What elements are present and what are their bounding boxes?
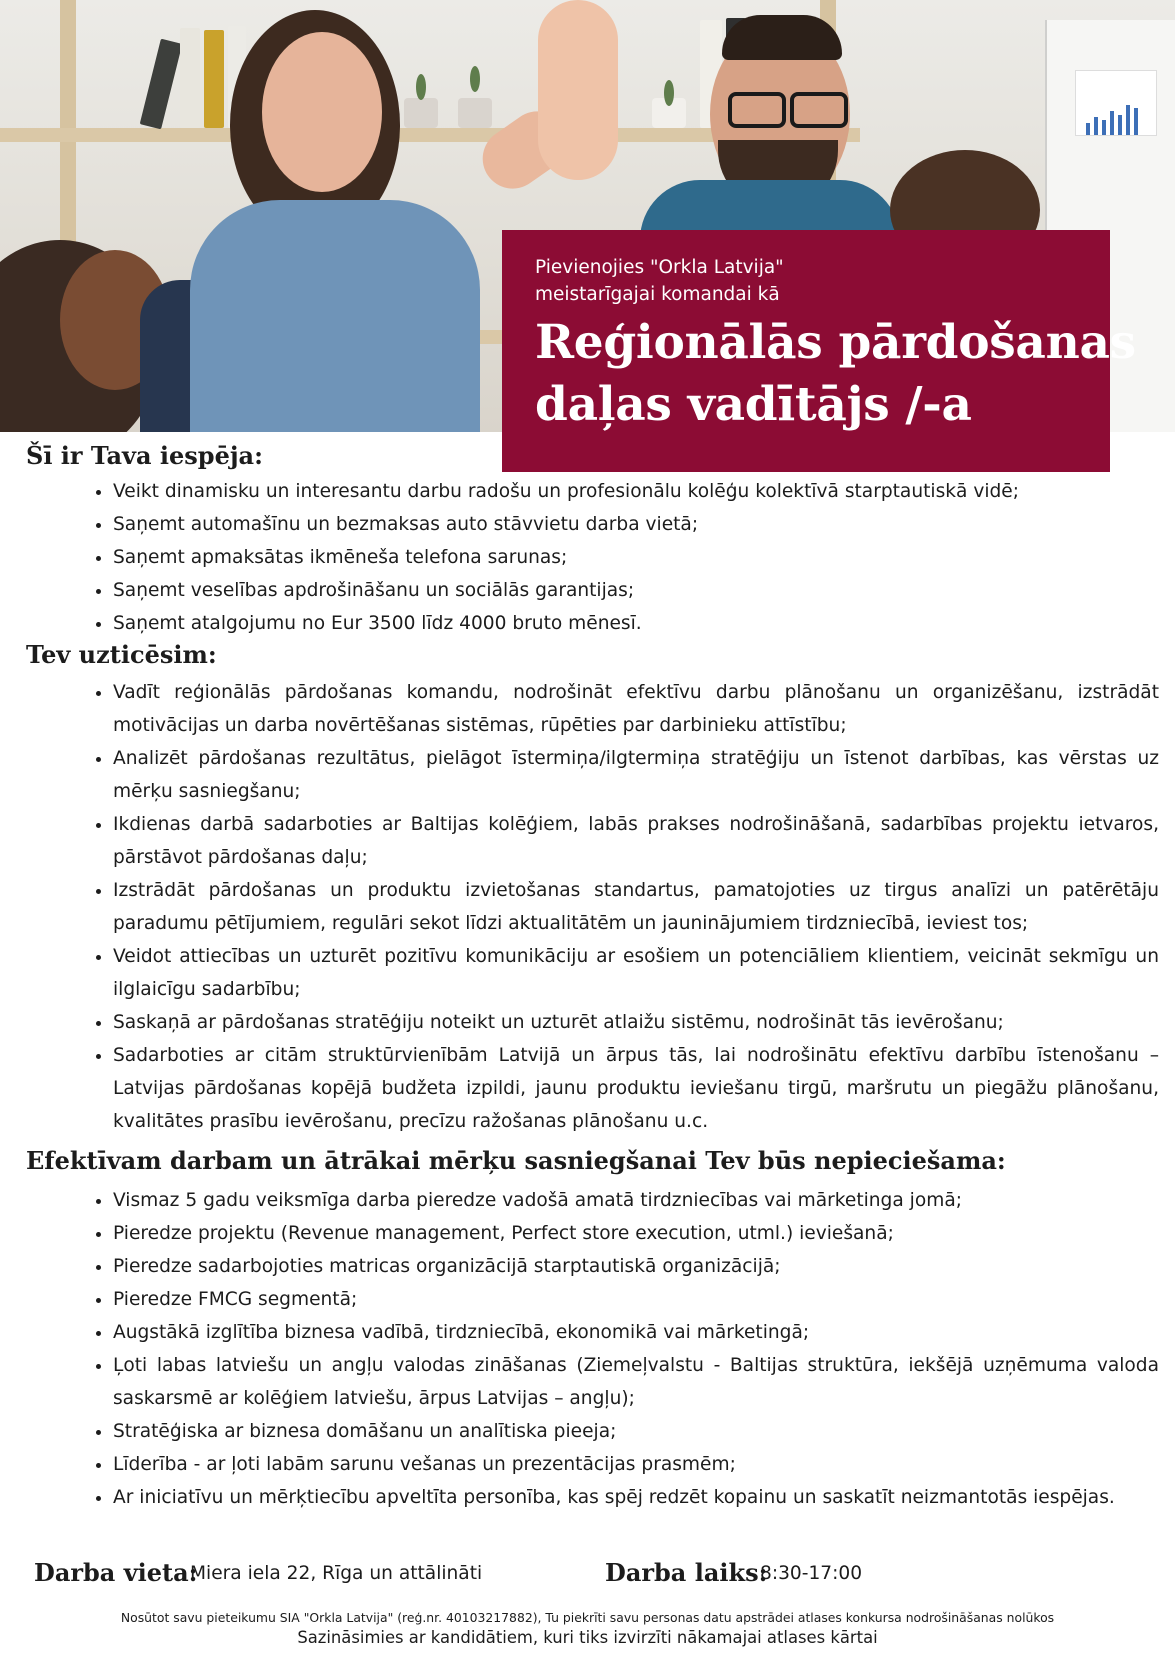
list-item: • Saņemt veselības apdrošināšanu un sociālās garantijas;: [113, 574, 1159, 607]
job-title: [535, 312, 1136, 436]
list-item: • Augstākā izglītība biznesa vadībā, tirdzniecībā, ekonomikā vai mārketingā;: [113, 1316, 1159, 1349]
glasses: [728, 92, 786, 128]
list-item: • Veidot attiecības un uzturēt pozitīvu komunikāciju ar esošiem un potenciāliem klientiem, veicināt sekmīgu un ilglaicīgu sadarbību;: [113, 940, 1159, 1006]
person-hair: [722, 15, 842, 60]
list-item: • Pieredze sadarbojoties matricas organizācijā starptautiskā organizācijā;: [113, 1250, 1159, 1283]
plant-leaf: [664, 80, 674, 106]
list-item: • Saņemt apmaksātas ikmēneša telefona sarunas;: [113, 541, 1159, 574]
plant-pot: [404, 98, 438, 128]
list-item: • Stratēģiska ar biznesa domāšanu un analītiska pieeja;: [113, 1415, 1159, 1448]
list-item: • Saskaņā ar pārdošanas stratēģiju noteikt un uzturēt atlaižu sistēmu, nodrošināt tās ievērošanu;: [113, 1006, 1159, 1039]
book: [204, 30, 224, 128]
banner-intro-line: meistarīgajai komandai kā: [535, 284, 780, 305]
list-item: • Veikt dinamisku un interesantu darbu radošu un profesionālu kolēģu kolektīvā starptautiskā vidē;: [113, 475, 1159, 508]
list-item: • Saņemt automašīnu un bezmaksas auto stāvvietu darba vietā;: [113, 508, 1159, 541]
hours-value: 8:30-17:00: [760, 1563, 863, 1584]
list-item: • Saņemt atalgojumu no Eur 3500 līdz 4000 bruto mēnesī.: [113, 607, 1159, 640]
high-five-hands: [538, 0, 618, 180]
list-item: • Ļoti labas latviešu un angļu valodas zināšanas (Ziemeļvalstu - Baltijas struktūra, iekšējā uzņēmuma valoda saskarsmē ar kolēģiem latviešu, ārpus Latvijas – angļu);: [113, 1349, 1159, 1415]
contact-note: Sazināsimies ar kandidātiem, kuri tiks izvirzīti nākamajai atlases kārtai: [297, 1628, 878, 1647]
section-heading-duties: Tev uzticēsim:: [26, 640, 217, 669]
list-item: • Ikdienas darbā sadarboties ar Baltijas kolēģiem, labās prakses nodrošināšanā, sadarbības projektu ietvaros, pārstāvot pārdošanas daļu;: [113, 808, 1159, 874]
glasses: [790, 92, 848, 128]
plant-leaf: [470, 66, 480, 92]
list-item: • Ar iniciatīvu un mērķtiecību apveltīta personība, kas spēj redzēt kopainu un saskatīt neizmantotās iespējas.: [113, 1481, 1159, 1514]
job-title-line: Reģionālās pārdošanas: [535, 315, 1136, 370]
plant-leaf: [416, 74, 426, 100]
person-face: [262, 32, 382, 192]
list-item: • Pieredze FMCG segmentā;: [113, 1283, 1159, 1316]
section-heading-requirements: Efektīvam darbam un ātrākai mērķu sasniegšanai Tev būs nepieciešama:: [26, 1146, 1006, 1175]
person-shirt: [190, 200, 480, 432]
list-item: • Vadīt reģionālās pārdošanas komandu, nodrošināt efektīvu darbu plānošanu un organizēšanu, izstrādāt motivācijas un darba novērtēšanas sistēmas, rūpēties par darbinieku attīstību;: [113, 676, 1159, 742]
title-banner: [502, 230, 1136, 472]
section-heading-opportunity: Šī ir Tava iespēja:: [26, 441, 263, 470]
list-item: • Pieredze projektu (Revenue management, Perfect store execution, utml.) ieviešanā;: [113, 1217, 1159, 1250]
plant-pot: [458, 98, 492, 128]
banner-intro-line: Pievienojies "Orkla Latvija": [535, 257, 784, 278]
hours-label: Darba laiks:: [605, 1558, 768, 1587]
book: [140, 39, 183, 130]
list-item: • Izstrādāt pārdošanas un produktu izvietošanas standartus, pamatojoties uz tirgus analīzi un patērētāju paradumu pētījumiem, regulāri sekot līdzi aktualitātēm un jauninājumiem tirdzniecībā, ieviest tos;: [113, 874, 1159, 940]
requirements-list: [88, 1184, 1159, 1514]
list-item: • Vismaz 5 gadu veiksmīga darba pieredze vadošā amatā tirdzniecības vai mārketinga jomā;: [113, 1184, 1159, 1217]
list-item: • Sadarboties ar citām struktūrvienībām Latvijā un ārpus tās, lai nodrošinātu efektīvu darbību īstenošanu – Latvijas pārdošanas kopējā budžeta izpildi, jaunu produktu ieviešanu tirgū, maršrutu un piegāžu plānošanu, kvalitātes prasību ievērošanu, precīzu ražošanas plānošanu u.c.: [113, 1039, 1159, 1138]
job-title-line: daļas vadītājs /-a: [535, 377, 972, 432]
book: [180, 28, 200, 128]
banner-intro: [535, 254, 784, 308]
list-item: • Analizēt pārdošanas rezultātus, pielāgot īstermiņa/ilgtermiņa stratēģiju un īstenot darbības, kas vērstas uz mērķu sasniegšanu;: [113, 742, 1159, 808]
location-value: Miera iela 22, Rīga un attālināti: [190, 1563, 483, 1584]
duties-list: [88, 676, 1159, 1138]
bar-chart-poster: [1075, 70, 1157, 136]
location-label: Darba vieta:: [34, 1558, 198, 1587]
opportunity-list: [88, 475, 1159, 640]
consent-note: Nosūtot savu pieteikumu SIA "Orkla Latvija" (reģ.nr. 40103217882), Tu piekrīti savu personas datu apstrādei atlases konkursa nodrošināšanas nolūkos: [120, 1610, 1055, 1625]
list-item: • Līderība - ar ļoti labām sarunu vešanas un prezentācijas prasmēm;: [113, 1448, 1159, 1481]
